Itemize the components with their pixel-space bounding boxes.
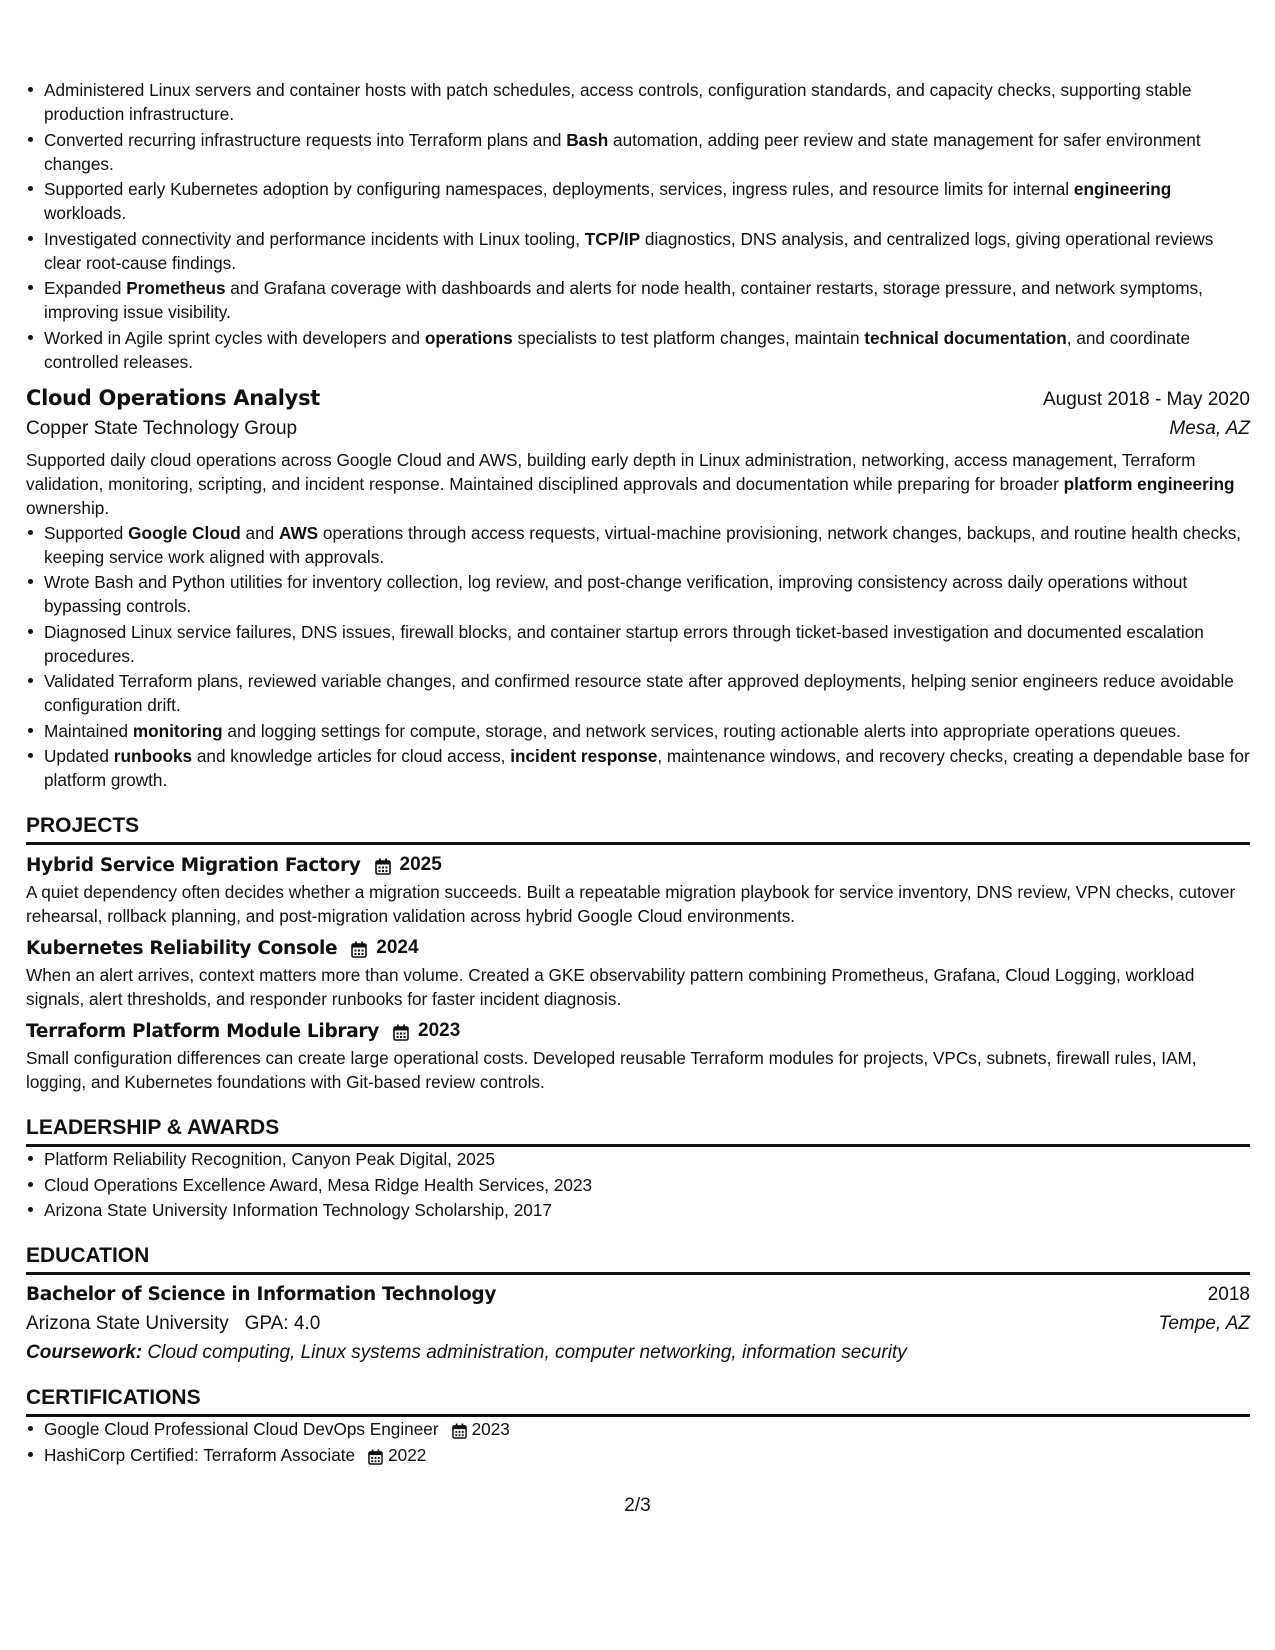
- project-entry: [26, 854, 1250, 928]
- section-title-projects: PROJECTS: [26, 812, 1250, 845]
- certification-year: 2022: [388, 1444, 427, 1465]
- award-item: Arizona State University Information Technology Scholarship, 2017: [44, 1198, 1250, 1222]
- award-item: Cloud Operations Excellence Award, Mesa Ridge Health Services, 2023: [44, 1173, 1250, 1197]
- certification-item: [44, 1417, 1250, 1441]
- school-location: Tempe, AZ: [1158, 1313, 1250, 1334]
- calendar-icon: [452, 1421, 467, 1437]
- certification-year: 2023: [471, 1419, 510, 1439]
- project-name: Hybrid Service Migration Factory: [26, 854, 361, 876]
- bullet-item: Validated Terraform plans, reviewed variable changes, and confirmed resource state after approved deployments, helping senior engineers reduce avoidable configuration drift.: [44, 669, 1250, 717]
- calendar-icon: [368, 1447, 383, 1463]
- bullet-item: Supported Google Cloud and AWS operations through access requests, virtual-machine provisioning, network changes, backups, and routine health checks, keeping service work aligned with approvals.: [44, 521, 1250, 569]
- project-entry: [26, 937, 1250, 1011]
- project-name: Terraform Platform Module Library: [26, 1020, 379, 1042]
- degree-name: Bachelor of Science in Information Technology: [26, 1284, 497, 1305]
- award-list: [26, 1147, 1250, 1222]
- bullet-item: Administered Linux servers and container hosts with patch schedules, access controls, configuration standards, and capacity checks, supporting stable production infrastructure.: [44, 78, 1250, 126]
- calendar-icon: [375, 858, 391, 875]
- certification-name: Google Cloud Professional Cloud DevOps Engineer: [44, 1419, 439, 1439]
- award-item: Platform Reliability Recognition, Canyon Peak Digital, 2025: [44, 1147, 1250, 1171]
- section-title-education: EDUCATION: [26, 1242, 1250, 1275]
- graduation-year: 2018: [1207, 1284, 1250, 1305]
- project-entry: [26, 1020, 1250, 1094]
- job-bullets: [26, 521, 1250, 793]
- project-year: 2025: [399, 854, 442, 875]
- coursework-label: Coursework:: [26, 1342, 143, 1363]
- job-dates: August 2018 - May 2020: [1042, 388, 1250, 410]
- certification-name: HashiCorp Certified: Terraform Associate: [44, 1444, 356, 1465]
- bullet-item: Updated runbooks and knowledge articles for cloud access, incident response, maintenance windows, and recovery checks, creating a dependable base for platform growth.: [44, 746, 1250, 790]
- project-description: A quiet dependency often decides whether a migration succeeds. Built a repeatable migration playbook for service inventory, DNS review, VPN checks, cutover rehearsal, rollback planning, and post-migration validation across hybrid Google Cloud environments.: [26, 882, 1236, 926]
- education-entry: [26, 1284, 1250, 1364]
- project-list: [26, 854, 1250, 1094]
- project-year: 2023: [418, 1020, 461, 1041]
- experience-entry: [26, 386, 1250, 793]
- project-description: Small configuration differences can create large operational costs. Developed reusable Terraform modules for projects, VPCs, subnets, firewall rules, IAM, logging, and Kubernetes foundations with Git-based review controls.: [26, 1048, 1197, 1092]
- bullet-item: Supported early Kubernetes adoption by configuring namespaces, deployments, services, ingress rules, and resource limits for internal engineering workloads.: [44, 177, 1250, 225]
- project-description: When an alert arrives, context matters more than volume. Created a GKE observability pattern combining Prometheus, Grafana, Cloud Logging, workload signals, alert thresholds, and responder runbooks for faster incident diagnosis.: [26, 965, 1195, 1009]
- previous-job-bullets: [26, 78, 1250, 374]
- bullet-item: Investigated connectivity and performance incidents with Linux tooling, TCP/IP diagnostics, DNS analysis, and centralized logs, giving operational reviews clear root-cause findings.: [44, 227, 1250, 275]
- gpa: GPA: 4.0: [244, 1313, 321, 1334]
- bullet-item: Converted recurring infrastructure requests into Terraform plans and Bash automation, adding peer review and state management for safer environment changes.: [44, 128, 1250, 176]
- bullet-item: Expanded Prometheus and Grafana coverage with dashboards and alerts for node health, container restarts, storage pressure, and network symptoms, improving issue visibility.: [44, 276, 1250, 324]
- calendar-icon: [351, 941, 367, 958]
- school-name: Arizona State University: [26, 1313, 229, 1334]
- bullet-item: Maintained monitoring and logging settings for compute, storage, and network services, routing actionable alerts into appropriate operations queues.: [44, 719, 1250, 743]
- job-title: Cloud Operations Analyst: [26, 385, 321, 410]
- project-year: 2024: [376, 937, 419, 958]
- certification-item: [44, 1443, 1250, 1467]
- coursework-list: Cloud computing, Linux systems administration, computer networking, information security: [147, 1342, 907, 1363]
- page-number: 2/3: [624, 1495, 651, 1516]
- job-summary: Supported daily cloud operations across Google Cloud and AWS, building early depth in Linux administration, networking, access management, Terraform validation, monitoring, scripting, and incident response. Maintained disciplined approvals and documentation while preparing for broader platform engineering ownership.: [26, 449, 1235, 518]
- bullet-item: Wrote Bash and Python utilities for inventory collection, log review, and post-change verification, improving consistency across daily operations without bypassing controls.: [44, 570, 1250, 618]
- project-name: Kubernetes Reliability Console: [26, 937, 338, 959]
- bullet-item: Worked in Agile sprint cycles with developers and operations specialists to test platform changes, maintain technical documentation, and coordinate controlled releases.: [44, 326, 1250, 374]
- job-location: Mesa, AZ: [1169, 417, 1250, 439]
- company-name: Copper State Technology Group: [26, 417, 298, 439]
- section-title-awards: LEADERSHIP & AWARDS: [26, 1114, 1250, 1147]
- calendar-icon: [393, 1024, 409, 1041]
- certification-list: [26, 1417, 1250, 1467]
- section-title-certifications: CERTIFICATIONS: [26, 1384, 1250, 1417]
- bullet-item: Diagnosed Linux service failures, DNS issues, firewall blocks, and container startup errors through ticket-based investigation and documented escalation procedures.: [44, 620, 1250, 668]
- coursework: [26, 1342, 1250, 1364]
